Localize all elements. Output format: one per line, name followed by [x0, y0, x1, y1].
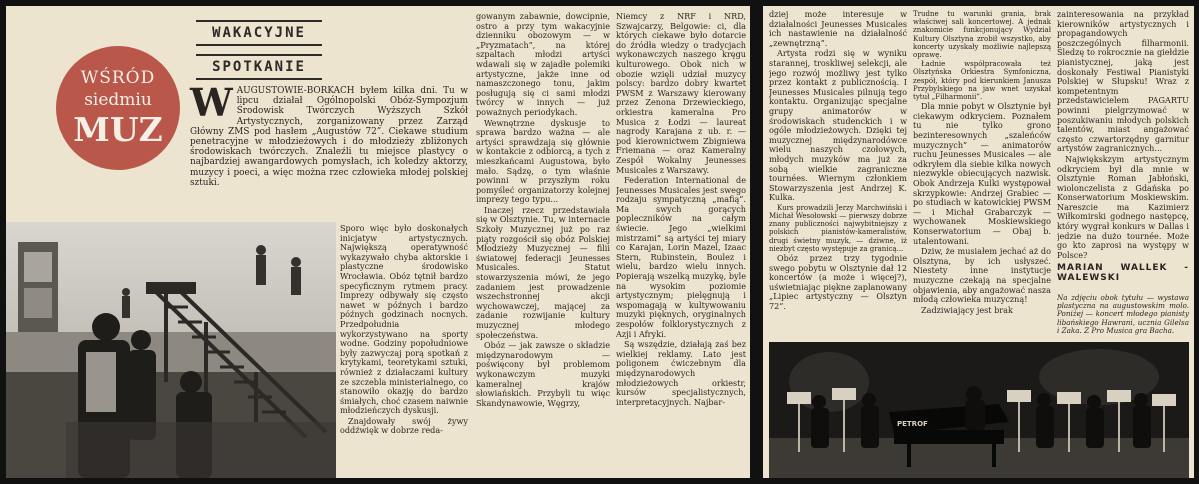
col6-para-2: Najwiękskzym artystycznym odkryciem był dla mnie w Olsztynie Roman Jabłoński, wiolonczelista z Gdańska po Konserwatorium Moskiewskim. Nareszcie ma Kazimierz Wiłkomirski godnego następcę, który wygrał konkurs w Dallas i jedzie na dużo tournée. Może go kto zaprosi na występy w Polsce? [1057, 153, 1189, 260]
drop-cap: W [190, 80, 233, 125]
col5-para-5: Zadziwiający jest brak [921, 304, 1013, 315]
left-page [6, 6, 750, 478]
lead-paragraph [190, 80, 468, 188]
article-column-2 [476, 12, 610, 478]
col5-para-1: Trudne tu warunki grania, brak właściwej sali koncertowej. A jednak znakomicie funkcjonujący Wydział Kultury Olsztyna zrobił wszystko, aby koncerty uzyskały możliwie najlepszą oprawę. [913, 10, 1051, 60]
exhibition-photo-image [6, 222, 336, 478]
col4-para-2: Artysta rodzi się w wyniku starannej, troskliwej selekcji, ale jego rozwój możliwy jest tylko przez kontakt z publicznością. I Jeunesses Musicales pilnują tego kontaktu. Organizując specjalne grupy animatorów w środowiskach studenckich i w ogóle młodzieżowych. Dzięki tej muzycznej międzynarodówce wielu naszych czołowych, młodych muzyków ma już za sobą wielkie zagraniczne tournées. Wiernym członkiem Stowarzyszenia jest Andrzej K. Kulka. [769, 48, 907, 203]
photo-caption: Na zdjęciu obok tytułu — wystawa plastyczna na augustowskim molo. Poniżej — koncert młodego pianisty libańskiego Hawrani, ucznia Gilelsa i Zaka. Z Pro Musica gra Bacha. [1057, 292, 1189, 336]
article-column-1 [340, 224, 468, 478]
badge-line-3: MUZ [73, 110, 163, 149]
photo-concert [769, 342, 1189, 478]
title-top: WAKACYJNE [196, 20, 322, 46]
piano-brand-label: PETROF [897, 420, 928, 428]
col2-para-4: Obóz — jak zawsze o składzie międzynarodowym — poświęcony był problemom wykonawczym muzyki kameralnej krajów słowiańskich. Przybyli tu więc Skandynawowie, Węgrzy, [476, 340, 610, 408]
col5-para-4: Dziw, że musiałem jechać aż do Olsztyna, by ich usłyszeć. Niestety inne instytucje muzyczne czekają na specjalne objawienia, aby angażować nasza młodą człowieka muzyczną! [913, 246, 1051, 305]
col5-para-2: Ładnie współpracowała też Olsztyńska Orkiestra Symfoniczna, zespół, który pod kierunkiem Janusza Przybylskiego na jaw wnet uzyskał tytuł „Filharmonii”. [913, 60, 1051, 102]
col3-para-1: Niemcy z NRF i NRD, Szwajcarzy, Belgowie: ci, dla których ciekawe było dotarcie do źródła wiedzy o tradycjach wykonawczych naszego kręgu kulturowego. Obok nich w obozie wzięli udział muzycy polscy: bardzo dobry kwartet PWSM z Warszawy kierowany przez Zenona Drzewieckiego, orkiestra kameralna Pro Musica z Łodzi — laureat nagrody Karajana z ub. r. — pod kierownictwem Zbigniewa Friemana — oraz Kameralny Zespół Wokalny Jeunesses Musicales z Warszawy. [616, 12, 746, 175]
article-column-4 [769, 10, 907, 340]
badge-line-2: siedmiu [84, 90, 152, 110]
col6-para-1: zainteresowania na przykład kierowników artystycznych i propagandowych poszczególnych filharmonii. Śledzę to rokrocznie na giełdzie pianistycznej, jaką jest doskonały Festiwal Pianistyki Polskiej w Słupsku! Wraz z kompetentnym przedstawicielem PAGARTU powinni pielgrzymować w poszukiwaniu młodych polskich talentów, miast angażować często czwartorzędny garnitur artystów zagranicznych... [1057, 10, 1189, 154]
article-column-6 [1057, 10, 1189, 340]
col2-para-2: Wewnętrzne dyskusje to sprawa bardzo ważna — ale artyści sprawdzają się głównie w kontakcie z odbiorcą, a tych z mieszkańcami Augustowa, było mało. Sądzę, o tym właśnie powinni w przyszłym roku pomyśleć organizatorzy kolejnej imprezy tego typu... [476, 117, 610, 205]
col3-para-3: Są wszędzie, działają zaś bez wielkiej reklamy. Lato jest poligonem ćwiczebnym dla międzynarodowych młodzieżowych orkiestr, kursów specjalistycznych, interpretacyjnych. Najbar- [616, 339, 746, 407]
photo-exhibition [6, 222, 336, 478]
article-column-5 [913, 10, 1051, 340]
col2-para-1: gowanym zabawnie, dowcipnie, ostro a przy tym wakacyjnie dzienniku obozowym — w „Pryzmatach”, na której szpaltach młodzi artyści wdawali się w zajadłe polemiki artystyczne, jakże inne od namaszczonego tonu, jakim posługują się ci sami młodzi twórcy w innych — już poważnych periodykach. [476, 12, 610, 117]
col1-para-2: Znajdowały swój żywy oddźwięk w dobrze reda- [340, 415, 468, 436]
article-column-3 [616, 12, 746, 478]
col3-para-2: Federation International de Jeunesses Musicales jest swego rodzaju sympatyczną „mafią”. Ma swych gorących popleczników na całym świecie. Jego „wielkimi mistrzami” są artyści tej miary co Karajan, Lorin Mazel, Izaac Stern, Rubinstein, Boulez i wielu, bardzo wielu innych. Popierają wszelką muzykę, byle na wysokim poziomie artystycznym; pielęgnują i wspomagają w kultywowaniu muzyki pięknych, oryginalnych zespołów folklorystycznych z Azji i Afryki. [616, 175, 746, 339]
col4-para-4: Obóz przez trzy tygodnie swego pobytu w Olsztynie dał 12 koncertów (a może i więcej?), uświetniając piękne zaplanowany „Lipiec artystyczny — Olsztyn 72”. [769, 253, 907, 312]
concert-photo-image [769, 342, 1189, 478]
title-bottom: SPOTKANIE [196, 54, 322, 80]
author-signature: MARIAN WALLEK - WALEWSKI [1057, 263, 1189, 284]
lead-text: AUGUSTOWIE-BORKACH byłem kilka dni. Tu w lipcu działał Ogólnopolski Obóz-Sympozjum Środowisk Twórczych Wyższych Szkół Artystycznych, zorganizowany przez Zarząd Główny ZMS pod hasłem „Augustów 72”. Ciekawe studium penetracyjne w młodzieżowych i do młodzieży zbliżonych środowiskach twórczych. Znaleźli tu miejsce plastycy o najbardziej awangardowych pomysłach, ich koledzy aktorzy, muzycy i poeci, a więc można rzec człowieka młodej polskiej sztuki. [190, 86, 468, 188]
section-badge [56, 46, 180, 170]
col1-para-1: Sporo więc było doskonałych inicjatyw artystycznych. Największą operatywność wykazywało chyba aktorskie i plastyczne środowisko Wrocławia. Obóz tętnił bardzo specyficznym rytmem pracy. Imprezy odbywały się często nawet w późnych i bardzo późnych godzinach nocnych. Przedpołudnia wykorzystywano na sporty wodne. Godziny popołudniowe były zazwyczaj porą spotkań z krytykami, teoretykami sztuki, również z działaczami kultury ze szczebla ministerialnego, co stanowiło okazję do bardzo śmiałych, choć czasem naiwnie młodzieńczych dyskusji. [340, 224, 468, 416]
col4-para-1: dziej może interesuje w działalności Jeunesses Musicales ich nastawienie na działalność „zewnętrzną”. [769, 10, 907, 48]
badge-line-1: WŚRÓD [80, 68, 156, 88]
col2-para-3: Inaczej rzecz przedstawiała się w Olsztynie. Tu, w internacie Szkoły Muzycznej już po raz piąty rozgościł się obóz Polskiej Młodzieży Muzycznej — filii światowej federacji Jeunesses Musicales. Statut stowarzyszenia mówi, że jego zadaniem jest prowadzenie wszechstronnej akcji wychowawczej, mającej za zadanie rozwijanie kultury muzycznej młodego społeczeństwa. [476, 204, 610, 340]
article-title [196, 20, 322, 76]
col4-para-3: Kurs prowadzili Jerzy Marchwiński i Michał Wesołowski — pierwszy dobrze znany publiczności najwybitniejszy z polskich pianistów-kameralistów, drugi świetny muzyk, — dziwne, iż niezbyt często występuje za granicą... [769, 203, 907, 253]
right-page [763, 6, 1194, 478]
col5-para-3: Dla mnie pobyt w Olsztynie był ciekawym odkryciem. Poznałem tu nie tylko grono bezinteresownych „szaleńców muzycznych” — animatorów ruchu Jeunesses Musicales — ale odkryłem dla siebie kilka nowych niezwykle obiecujących nazwisk. Obok Andrzeja Kulki występował skrzypkowie: Andrzej Grabiec — po studiach w katowickiej PWSM — i Michał Grabarczyk — wychowanek Moskiewskiego Konserwatorium — Obaj b. utalentowani. [913, 101, 1051, 246]
